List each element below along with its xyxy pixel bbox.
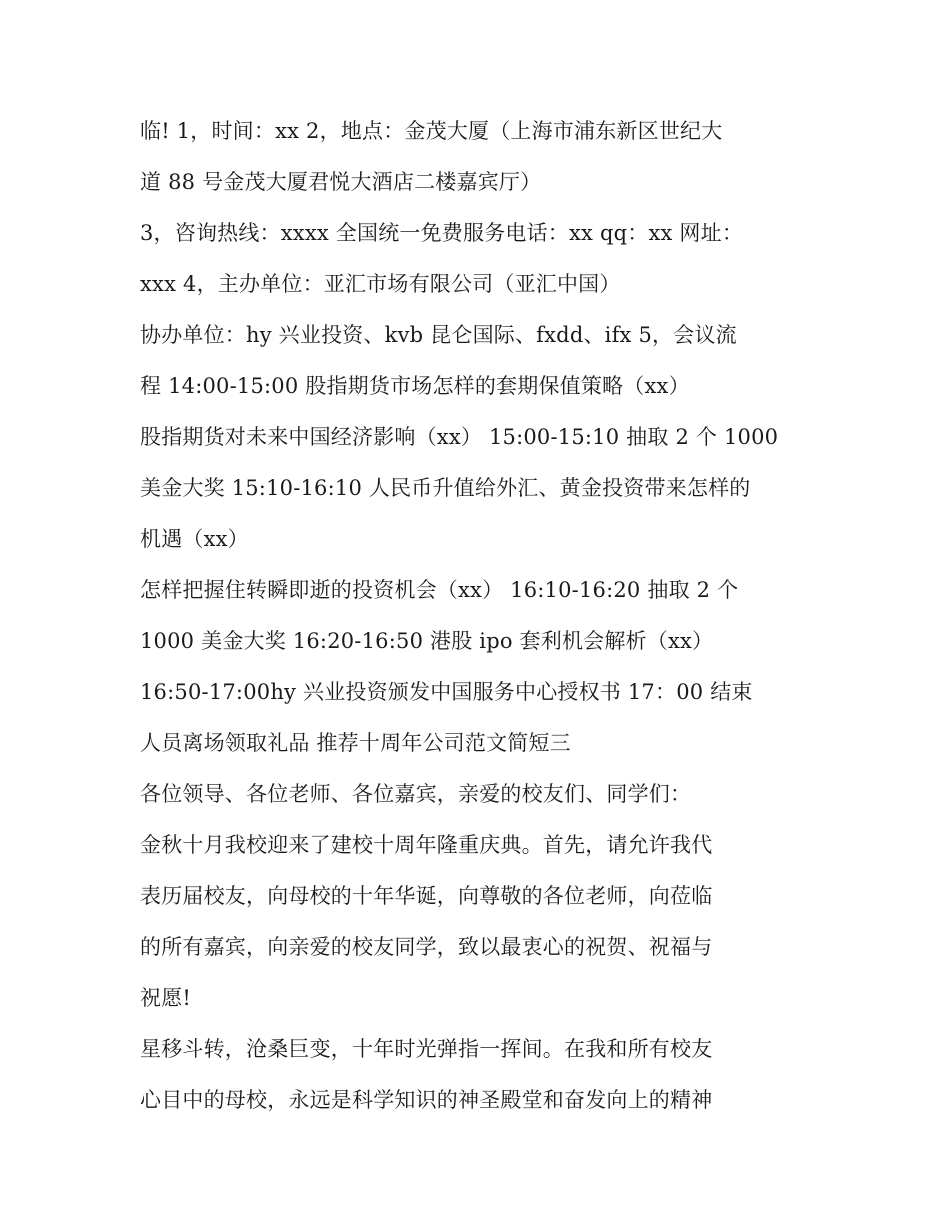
text-line: 表历届校友，向母校的十年华诞，向尊敬的各位老师，向莅临 <box>140 884 713 908</box>
text-line: xxx 4，主办单位：亚汇市场有限公司（亚汇中国） <box>140 272 621 296</box>
text-line: 的所有嘉宾，向亲爱的校友同学，致以最衷心的祝贺、祝福与 <box>140 935 713 959</box>
text-line: 怎样把握住转瞬即逝的投资机会（xx） 16:10-16:20 抽取 2 个 <box>140 578 739 602</box>
text-line: 股指期货对未来中国经济影响（xx） 15:00-15:10 抽取 2 个 1000 <box>140 425 779 449</box>
text-line: 1000 美金大奖 16:20-16:50 港股 ipo 套利机会解析（xx） <box>140 629 714 653</box>
text-line: 协办单位：hy 兴业投资、kvb 昆仑国际、fxdd、ifx 5，会议流 <box>140 323 737 347</box>
text-line: 16:50-17:00hy 兴业投资颁发中国服务中心授权书 17：00 结束 <box>140 680 753 704</box>
text-line: 星移斗转，沧桑巨变，十年时光弹指一挥间。在我和所有校友 <box>140 1037 713 1061</box>
text-line: 道 88 号金茂大厦君悦大酒店二楼嘉宾厅） <box>140 170 542 194</box>
text-line: 程 14:00-15:00 股指期货市场怎样的套期保值策略（xx） <box>140 374 690 398</box>
text-line: 祝愿! <box>140 986 192 1010</box>
text-line: 心目中的母校，永远是科学知识的神圣殿堂和奋发向上的精神 <box>140 1088 713 1112</box>
text-line: 人员离场领取礼品 推荐十周年公司范文简短三 <box>140 731 571 755</box>
text-line: 美金大奖 15:10-16:10 人民币升值给外汇、黄金投资带来怎样的 <box>140 476 751 500</box>
text-line: 各位领导、各位老师、各位嘉宾，亲爱的校友们、同学们： <box>140 782 692 806</box>
text-line: 金秋十月我校迎来了建校十周年隆重庆典。首先，请允许我代 <box>140 833 713 857</box>
text-line: 临! 1，时间：xx 2，地点：金茂大厦（上海市浦东新区世纪大 <box>140 119 723 143</box>
document-body <box>140 106 820 1126</box>
text-line: 3，咨询热线：xxxx 全国统一免费服务电话：xx qq：xx 网址： <box>140 221 744 245</box>
text-line: 机遇（xx） <box>140 527 249 551</box>
